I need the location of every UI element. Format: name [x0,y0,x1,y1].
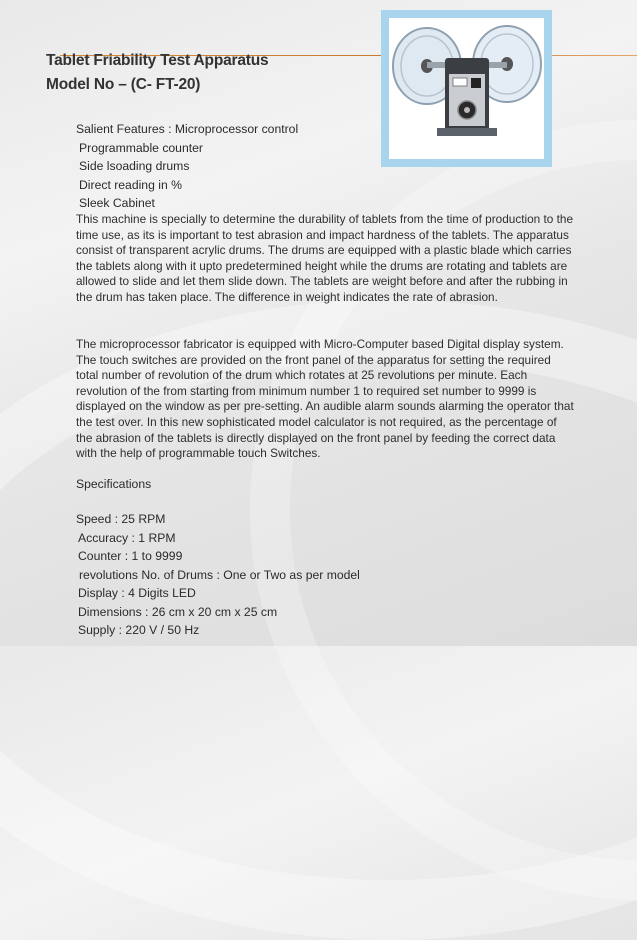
spec-item: revolutions No. of Drums : One or Two as per model [79,567,360,582]
model-number: Model No – (C- FT-20) [46,76,201,93]
specifications-heading: Specifications [76,477,152,491]
feature-item: Direct reading in % [79,177,182,192]
feature-item: Sleek Cabinet [79,196,155,210]
feature-item: Salient Features : Microprocessor control [76,122,299,136]
spec-item: Dimensions : 26 cm x 20 cm x 25 cm [78,604,278,619]
spec-item: Display : 4 Digits LED [78,586,196,600]
spec-item: Counter : 1 to 9999 [78,549,183,563]
features-list [76,120,576,213]
page-title: Tablet Friability Test Apparatus [46,52,269,69]
spec-item: Speed : 25 RPM [76,512,166,526]
description-paragraph: The microprocessor fabricator is equipped with Micro-Computer based Digital display system. The touch switches are provided on the front panel of the apparatus for setting the required total number of revolution of the drum which rotates at 25 revolutions per minute. Each revolution of the from starting from minimum number 1 to required set number to 9999 is displayed on the window as per pre-setting. An audible alarm sounds alarming the operator that the test over. In this new sophisticated model calculator is not required, as the percentage of the abrasion of the tablets is directly displayed on the front panel by feeding the correct data with the help of programmable touch Switches. [76,337,574,461]
specifications-list [76,510,360,640]
spec-item: Accuracy : 1 RPM [78,530,176,545]
spec-item: Supply : 220 V / 50 Hz [78,623,200,637]
feature-item: Programmable counter [79,140,203,155]
feature-item: Side lsoading drums [79,159,190,173]
description-paragraph: This machine is specially to determine the durability of tablets from the time of production to the time use, as its is important to test abrasion and impact hardness of the tablets. The apparatus consist of transparent acrylic drums. The drums are equipped with a plastic blade which carries the tablets along with it upto predetermined height while the drums are rotating and tablets are allowed to slide and let them slide down. The tablets are weight before and after the rubbing in the drum has taken place. The difference in weight indicates the rate of abrasion. [76,212,574,304]
